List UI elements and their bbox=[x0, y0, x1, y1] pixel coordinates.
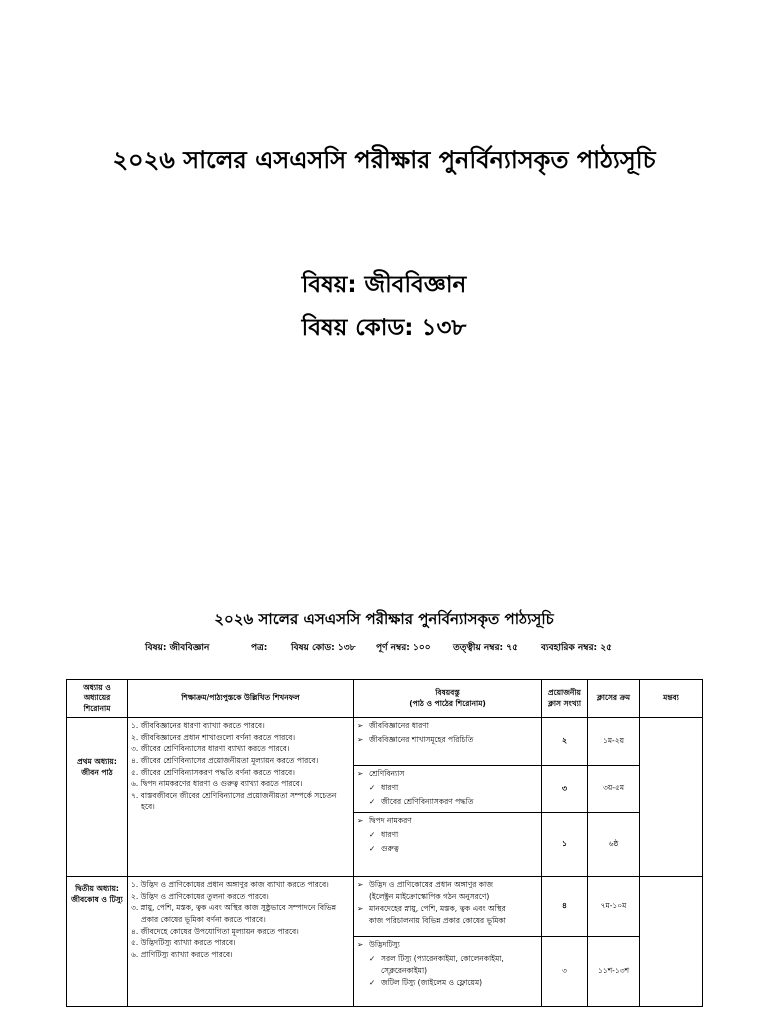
outcome-item: ২. জীববিজ্ঞানের প্রধান শাখাগুলো বর্ণনা করতে পারবে। bbox=[131, 732, 296, 742]
content-item-continued: (ইলেক্ট্রন মাইক্রোস্কোপিক গঠন অনুসরণে) bbox=[369, 892, 490, 901]
arrow-bullet-icon: ➢ bbox=[357, 816, 364, 825]
check-icon: ✓ bbox=[369, 783, 376, 792]
class-count: ৪ bbox=[542, 877, 588, 937]
arrow-bullet-icon: ➢ bbox=[357, 721, 364, 730]
outcome-item: ৫. উদ্ভিদটিস্যু ব্যাখ্যা করতে পারবে। bbox=[131, 938, 236, 948]
outcome-item: ৪. জীবদেহে কোষের উপযোগিতা মূল্যায়ন করতে পারবে। bbox=[131, 926, 299, 936]
header-classes: প্রয়োজনীয় ক্লাস সংখ্যা bbox=[542, 680, 588, 718]
check-icon: ✓ bbox=[369, 797, 376, 806]
outcome-item: ১. উদ্ভিদ ও প্রাণিকোষের প্রধান অঙ্গাণুর কাজ ব্যাখ্যা করতে পারবে। bbox=[131, 880, 329, 889]
remarks-cell bbox=[640, 718, 703, 877]
content-item: ধারণা bbox=[381, 783, 399, 792]
content-heading: শ্রেণিবিন্যাস bbox=[369, 769, 405, 778]
outcome-item: ১. জীববিজ্ঞানের ধারণা ব্যাখ্যা করতে পারবে। bbox=[131, 721, 265, 730]
arrow-bullet-icon: ➢ bbox=[357, 940, 364, 949]
table-header-row bbox=[67, 680, 703, 718]
cover-subject-code: বিষয় কোড: ১৩৮ bbox=[301, 315, 467, 341]
content-cell bbox=[354, 937, 542, 1007]
outcome-item: ৬. দ্বিপদ নামকরণের ধারণা ও গুরুত্ব ব্যাখ্যা করতে পারবে। bbox=[131, 779, 303, 789]
content-item: উদ্ভিদ ও প্রাণিকোষের প্রধান অঙ্গাণুর কাজ bbox=[369, 880, 493, 889]
class-sequence: ৬ষ্ঠ bbox=[588, 813, 640, 877]
header-content-title: বিষয়বস্তু bbox=[435, 688, 460, 698]
outcome-item: ৩. স্নায়ু, পেশি, মস্তক, ত্বক এবং অস্থির কাজ সুষ্ঠুভাবে সম্পাদনে বিভিন্ন প্রকার কোষের ভূমিকা বর্ণনা করতে পারবে। bbox=[131, 903, 337, 924]
arrow-bullet-icon: ➢ bbox=[357, 769, 364, 778]
syllabus-table bbox=[66, 679, 703, 1007]
class-count: ১ bbox=[542, 813, 588, 877]
meta-practical-marks: ব্যবহারিক নম্বর: ২৫ bbox=[541, 643, 612, 653]
content-cell bbox=[354, 813, 542, 877]
meta-code: বিষয় কোড: ১৩৮ bbox=[291, 643, 356, 653]
content-item: ধারণা bbox=[381, 830, 399, 839]
content-heading: উদ্ভিদটিস্যু bbox=[369, 940, 400, 949]
chapter1-name: প্রথম অধ্যায়: জীবন পাঠ bbox=[67, 718, 128, 877]
content-item: জীবের শ্রেণিবিন্যাসকরণ পদ্ধতি bbox=[381, 797, 474, 806]
check-icon: ✓ bbox=[369, 978, 376, 987]
check-icon: ✓ bbox=[369, 844, 376, 853]
header-content-sub: (পাঠ ও পাঠের শিরোনাম) bbox=[409, 698, 486, 708]
content-item-continued: স্ক্লেরেনকাইমা) bbox=[381, 966, 428, 975]
meta-paper: পত্র: bbox=[251, 643, 268, 653]
cover-title: ২০২৬ সালের এসএসসি পরীক্ষার পুনর্বিন্যাসকৃত পাঠ্যসূচি bbox=[112, 146, 656, 174]
table-row bbox=[67, 877, 703, 937]
content-item: জীববিজ্ঞানের শাখাসমূহের পরিচিতি bbox=[369, 735, 474, 744]
meta-full-marks: পূর্ণ নম্বর: ১০০ bbox=[376, 643, 431, 653]
content-cell bbox=[354, 718, 542, 766]
class-sequence: ১ম-২য় bbox=[588, 718, 640, 766]
header-content bbox=[354, 680, 542, 718]
arrow-bullet-icon: ➢ bbox=[357, 904, 364, 913]
outcome-item: ৪. জীবের শ্রেণিবিন্যাসের প্রয়োজনীয়তা মূল্যায়ন করতে পারবে। bbox=[131, 755, 319, 765]
class-count: ৩ bbox=[542, 766, 588, 813]
class-count: ৩ bbox=[542, 937, 588, 1007]
meta-theory-marks: তত্ত্বীয় নম্বর: ৭৫ bbox=[453, 643, 518, 653]
check-icon: ✓ bbox=[369, 954, 376, 963]
arrow-bullet-icon: ➢ bbox=[357, 735, 364, 744]
content-item-continued: কাজ পরিচালনায় বিভিন্ন প্রকার কোষের ভূমিকা bbox=[369, 916, 506, 925]
class-count: ২ bbox=[542, 718, 588, 766]
content-item: সরল টিস্যু (প্যারেনকাইমা, কোলেনকাইমা, bbox=[381, 954, 504, 963]
chapter1-outcomes bbox=[128, 718, 354, 877]
content-heading: দ্বিপদ নামকরণ bbox=[369, 816, 412, 825]
outcome-item: ৬. প্রাণিটিস্যু ব্যাখ্যা করতে পারবে। bbox=[131, 949, 233, 959]
header-remarks: মন্তব্য bbox=[640, 680, 703, 718]
content-cell bbox=[354, 877, 542, 937]
chapter2-name: দ্বিতীয় অধ্যায়: জীবকোষ ও টিস্যু bbox=[67, 877, 128, 1007]
content-item: জটিল টিস্যু (জাইলেম ও ফ্লোয়েম) bbox=[381, 978, 483, 987]
outcome-item: ৭. বাস্তবজীবনে জীবের শ্রেণিবিন্যাসের প্রয়োজনীয়তা সম্পর্কে সচেতন হবে। bbox=[131, 790, 337, 812]
class-sequence: ৭ম-১০ম bbox=[588, 877, 640, 937]
remarks-cell bbox=[640, 877, 703, 1007]
content-cell bbox=[354, 766, 542, 813]
check-icon: ✓ bbox=[369, 830, 376, 839]
class-sequence: ৩য়-৫ম bbox=[588, 766, 640, 813]
content-item: জীববিজ্ঞানের ধারণা bbox=[369, 721, 429, 730]
outcome-item: ২. উদ্ভিদ ও প্রাণিকোষের তুলনা করতে পারবে। bbox=[131, 891, 269, 901]
cover-subject: বিষয়: জীববিজ্ঞান bbox=[301, 272, 467, 298]
header-chapter: অধ্যায় ও অধ্যায়ের শিরোনাম bbox=[67, 680, 128, 718]
outcome-item: ৩. জীবের শ্রেণিবিন্যাসের ধারণা ব্যাখ্যা করতে পারবে। bbox=[131, 744, 290, 754]
class-sequence: ১১শ-১৩শ bbox=[588, 937, 640, 1007]
outcome-item: ৫. জীবের শ্রেণিবিন্যাসকরণ পদ্ধতি বর্ণনা করতে পারবে। bbox=[131, 767, 295, 777]
content-item: গুরুত্ব bbox=[381, 844, 399, 853]
header-sequence: ক্লাসের ক্রম bbox=[588, 680, 640, 718]
syllabus-title: ২০২৬ সালের এসএসসি পরীক্ষার পুনর্বিন্যাসকৃত পাঠ্যসূচি bbox=[214, 610, 554, 628]
chapter2-outcomes bbox=[128, 877, 354, 1007]
arrow-bullet-icon: ➢ bbox=[357, 880, 364, 889]
table-row bbox=[67, 718, 703, 766]
header-outcomes: শিক্ষাক্রম/পাঠ্যপুস্তকে উল্লিখিত শিখনফল bbox=[128, 680, 354, 718]
meta-subject: বিষয়: জীববিজ্ঞান bbox=[145, 643, 210, 653]
content-item: মানবদেহের স্নায়ু, পেশি, মস্তক, ত্বক এবং অস্থির bbox=[369, 904, 506, 913]
